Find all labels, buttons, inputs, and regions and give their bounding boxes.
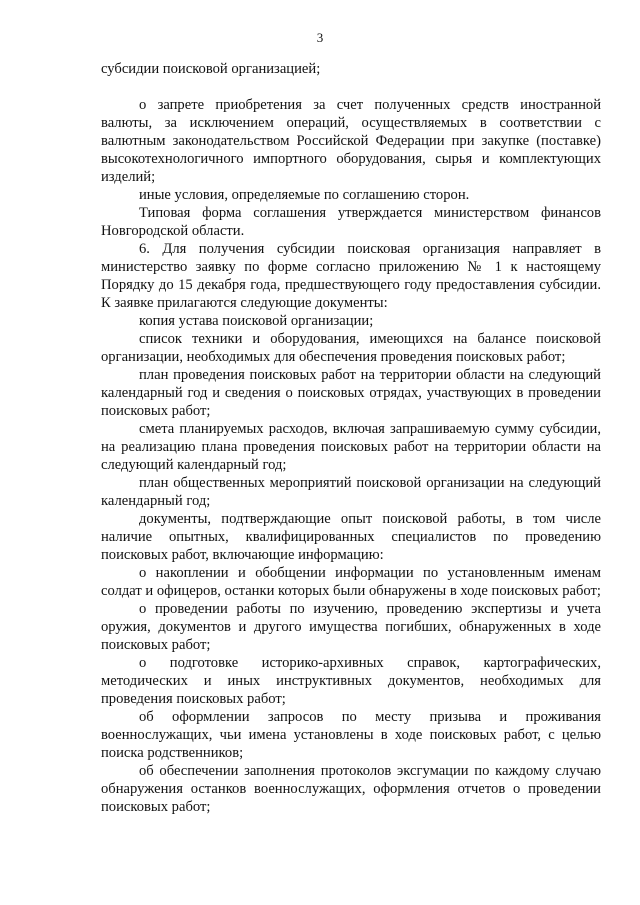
paragraph-search-plan: план проведения поисковых работ на территории области на следующий календарный год и сведения о поисковых отрядах, участвующих в проведении поисковых работ;	[101, 367, 601, 419]
page-number: 3	[316, 30, 324, 45]
paragraph-gap	[101, 78, 601, 96]
paragraph-cost-estimate: смета планируемых расходов, включая запрашиваемую сумму субсидии, на реализацию плана проведения поисковых работ на территории области на следующий календарный год;	[101, 421, 601, 473]
paragraph-charter-copy: копия устава поисковой организации;	[139, 313, 374, 329]
paragraph-standard-form: Типовая форма соглашения утверждается министерством финансов Новгородской области.	[101, 205, 601, 239]
paragraph-item-6: 6. Для получения субсидии поисковая организация направляет в министерство заявку по форме согласно приложению № 1 к настоящему Порядку до 15 декабря года, предшествующего году предоставления субсидии. К заявке прилагаются следующие документы:	[101, 241, 601, 311]
paragraph-public-events-plan: план общественных мероприятий поисковой организации на следующий календарный год;	[101, 475, 601, 509]
paragraph-experience-documents: документы, подтверждающие опыт поисковой работы, в том числе наличие опытных, квалифицированных специалистов по проведению поисковых работ, включающие информацию:	[101, 511, 601, 563]
paragraph-currency-ban: о запрете приобретения за счет полученных средств иностранной валюты, за исключением операций, осуществляемых в соответствии с валютным законодательством Российской Федерации при закупке (поставке) высокотехнологичного импортного оборудования, сырья и комплектующих изделий;	[101, 97, 601, 185]
paragraph-requests: об оформлении запросов по месту призыва и проживания военнослужащих, чьи имена установлены в ходе поисковых работ, с целью поиска родственников;	[101, 709, 601, 761]
paragraph-equipment-list: список техники и оборудования, имеющихся на балансе поисковой организации, необходимых для обеспечения проведения поисковых работ;	[101, 331, 601, 365]
paragraph-continuation: субсидии поисковой организацией;	[101, 61, 321, 77]
paragraph-archive-references: о подготовке историко-архивных справок, картографических, методических и иных инструктивных документов, необходимых для проведения поисковых работ;	[101, 655, 601, 707]
paragraph-exhumation-protocols: об обеспечении заполнения протоколов эксгумации по каждому случаю обнаружения останков военнослужащих, оформления отчетов о проведении поисковых работ;	[101, 763, 601, 815]
paragraph-other-conditions: иные условия, определяемые по соглашению сторон.	[139, 187, 470, 203]
paragraph-examination-work: о проведении работы по изучению, проведению экспертизы и учета оружия, документов и другого имущества погибших, обнаруженных в ходе поисковых работ;	[101, 601, 601, 653]
paragraph-info-accumulation: о накоплении и обобщении информации по установленным именам солдат и офицеров, останки которых были обнаружены в ходе поисковых работ;	[101, 565, 601, 599]
document-body	[101, 60, 601, 816]
